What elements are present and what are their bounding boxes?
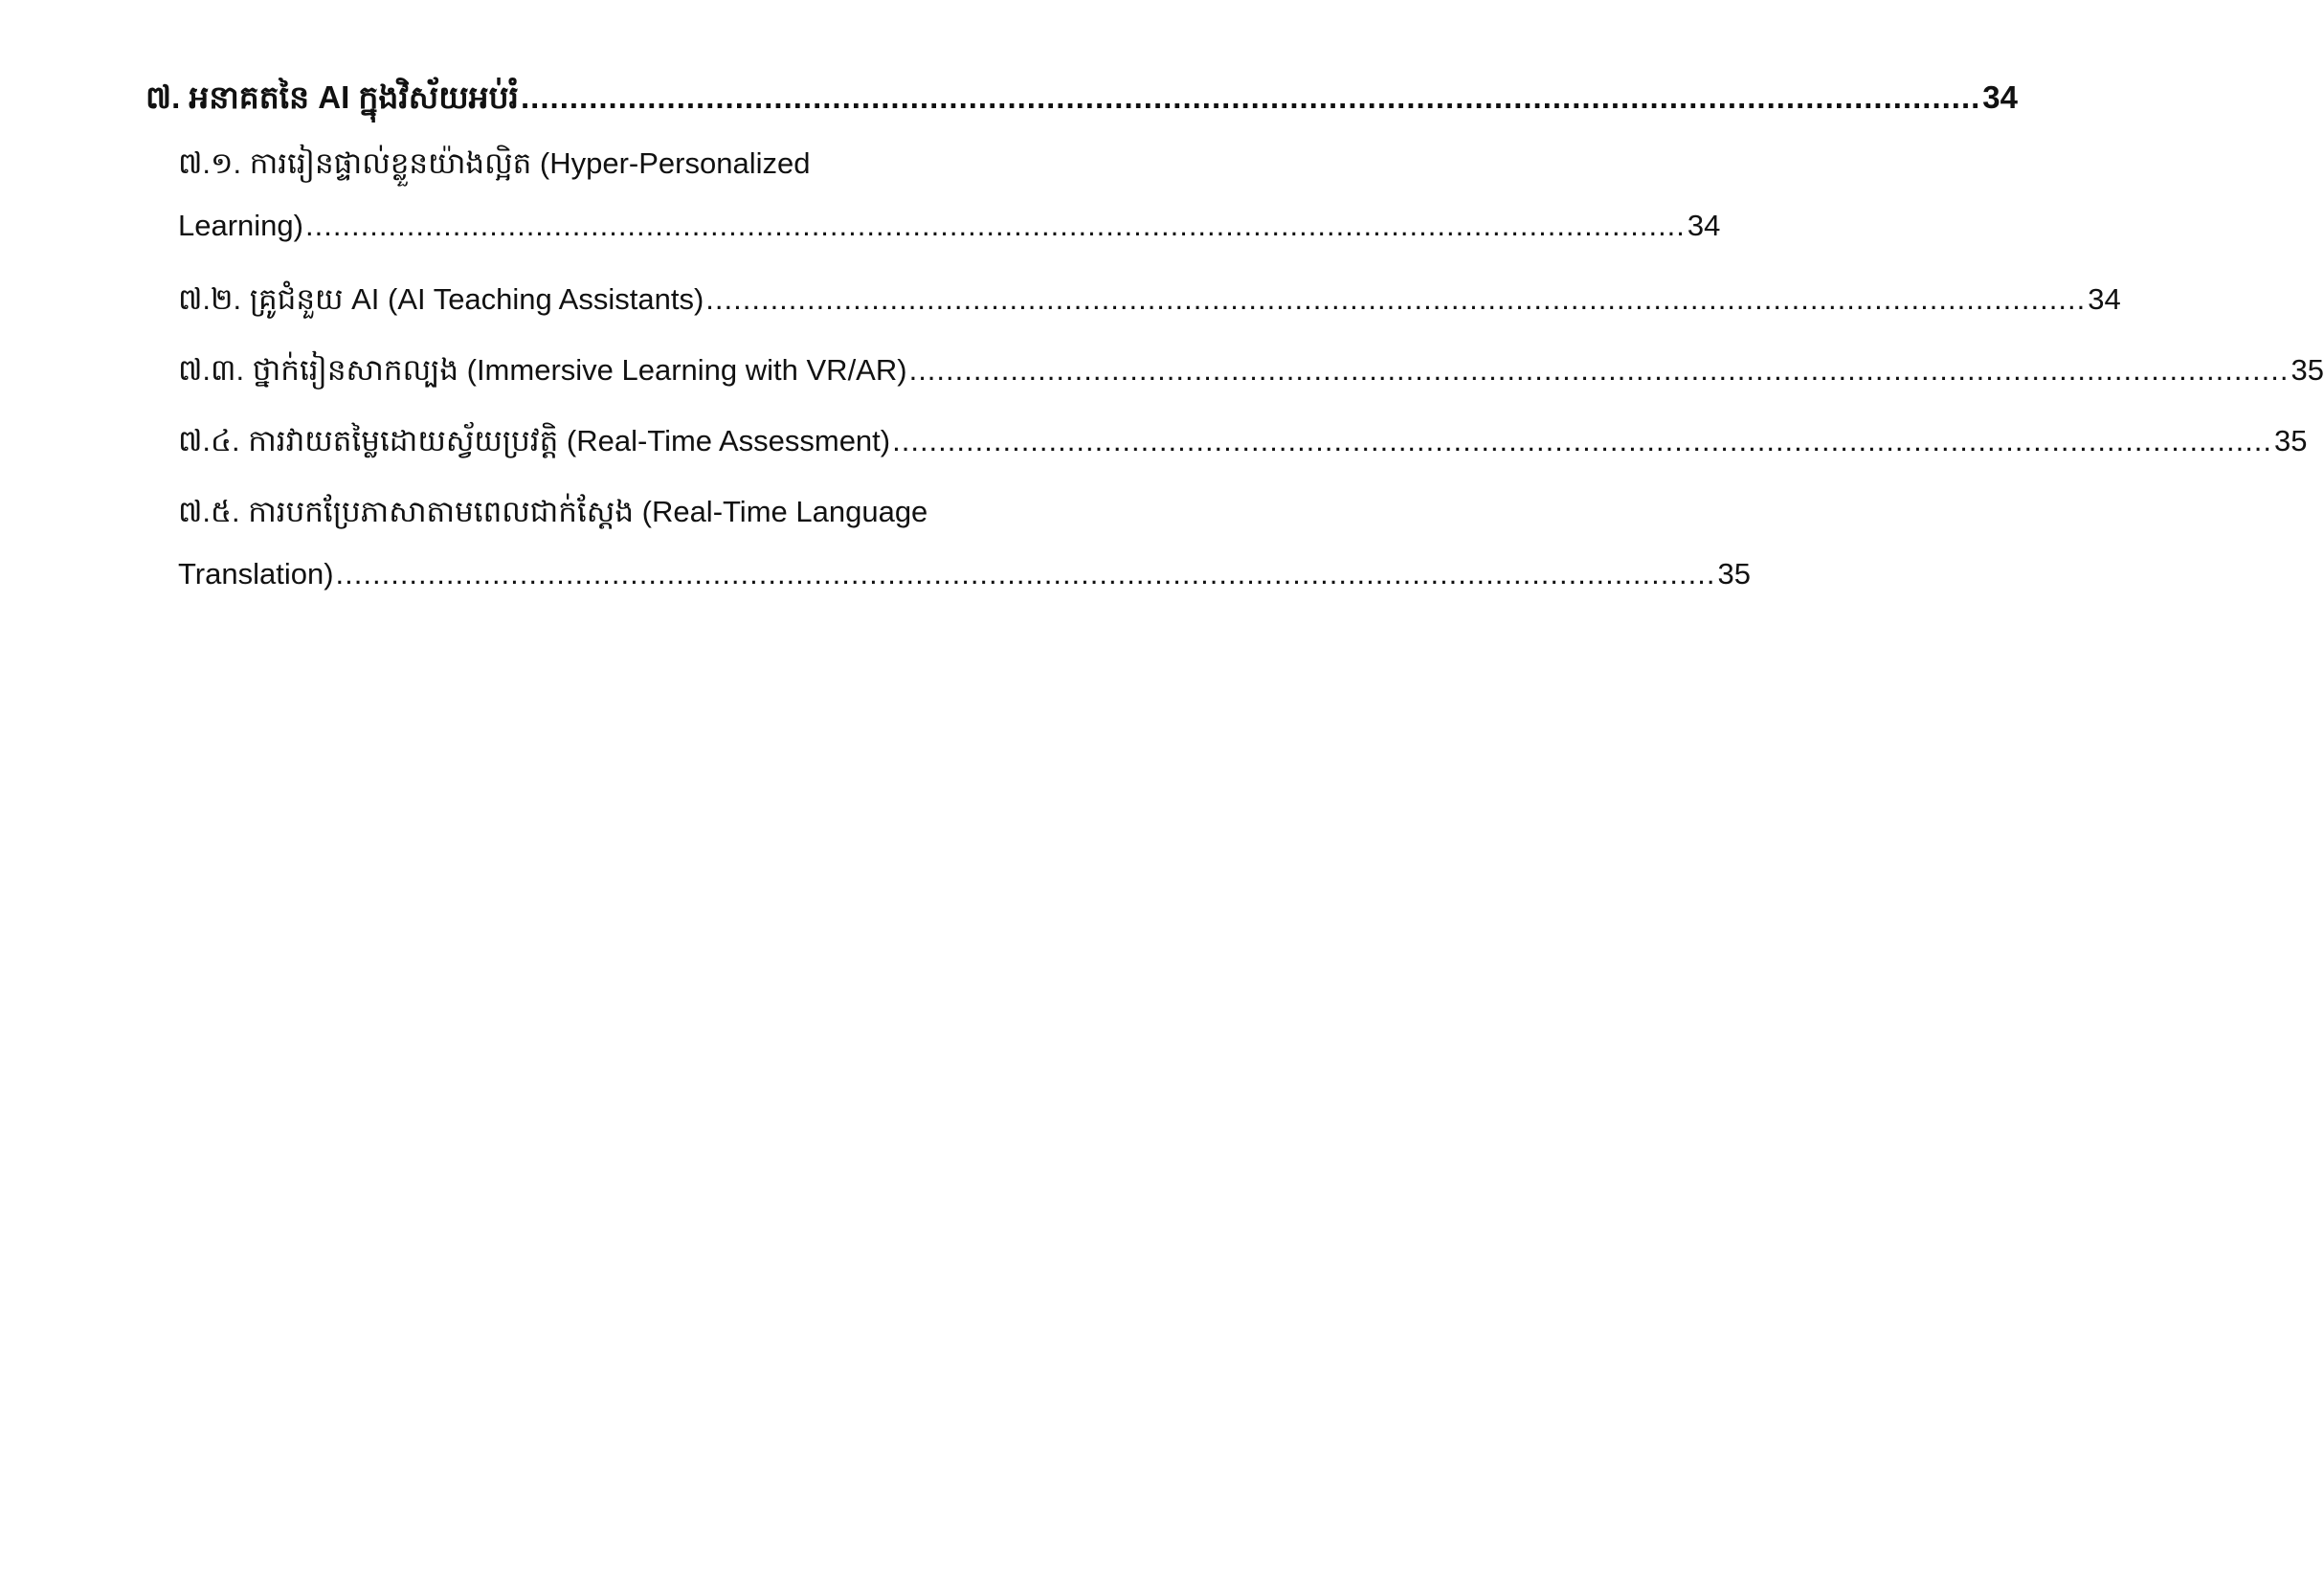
- toc-entry-7-4-page: 35: [2274, 424, 2308, 457]
- toc-entry-7-5-page: 35: [1717, 557, 1751, 590]
- toc-entry-7-1-label: ៧.១. ការរៀនផ្ទាល់ខ្លួនយ៉ាងល្អិត (Hyper-Personalized: [178, 146, 811, 180]
- toc-entry-7-1-page: 34: [1687, 209, 1721, 242]
- toc-entry-7-5-label-cont: Translation): [178, 557, 334, 590]
- toc-entry-7-2-page: 34: [2088, 282, 2121, 316]
- toc-entry-7-5-line1[interactable]: [178, 494, 1041, 544]
- dot-leader: ......................................................................................................................................................: [892, 424, 2273, 457]
- toc-entry-7-1-line2[interactable]: [178, 209, 1721, 258]
- toc-entry-7-2[interactable]: [178, 281, 2121, 331]
- toc-chapter-7-label: ៧. អនាគតនៃ AI ក្នុងវិស័យអប់រំ: [145, 79, 520, 115]
- dot-leader: ......................................................................................................................................................: [908, 353, 2290, 387]
- dot-leader: ......................................................................................................................................................: [521, 79, 1981, 115]
- toc-entry-7-4[interactable]: [178, 423, 2308, 473]
- toc-entry-7-3-label: ៧.៣. ថ្នាក់រៀនសាកល្បង (Immersive Learning with VR/AR): [178, 353, 907, 387]
- toc-entry-7-4-label: ៧.៤. ការវាយតម្លៃដោយស្វ័យប្រវត្តិ (Real-Time Assessment): [178, 424, 891, 457]
- dot-leader: ......................................................................................................................................................: [705, 282, 2087, 316]
- toc-entry-7-1-label-cont: Learning): [178, 209, 303, 242]
- dot-leader: ......................................................................................................................................................: [304, 209, 1686, 242]
- toc-entry-7-2-label: ៧.២. គ្រូជំនួយ AI (AI Teaching Assistants): [178, 282, 704, 316]
- toc-entry-7-1-line1[interactable]: [178, 145, 1041, 195]
- toc-entry-7-5-line2[interactable]: [178, 557, 1751, 607]
- toc-entry-7-3[interactable]: [178, 352, 2324, 402]
- toc-entry-7-5-label: ៧.៥. ការបកប្រែភាសាតាមពេលជាក់ស្តែង (Real-Time Language: [178, 495, 928, 528]
- toc-chapter-7[interactable]: [145, 78, 2019, 132]
- toc-chapter-7-page: 34: [1982, 79, 2019, 115]
- toc-entry-7-3-page: 35: [2290, 353, 2324, 387]
- dot-leader: ......................................................................................................................................................: [335, 557, 1716, 590]
